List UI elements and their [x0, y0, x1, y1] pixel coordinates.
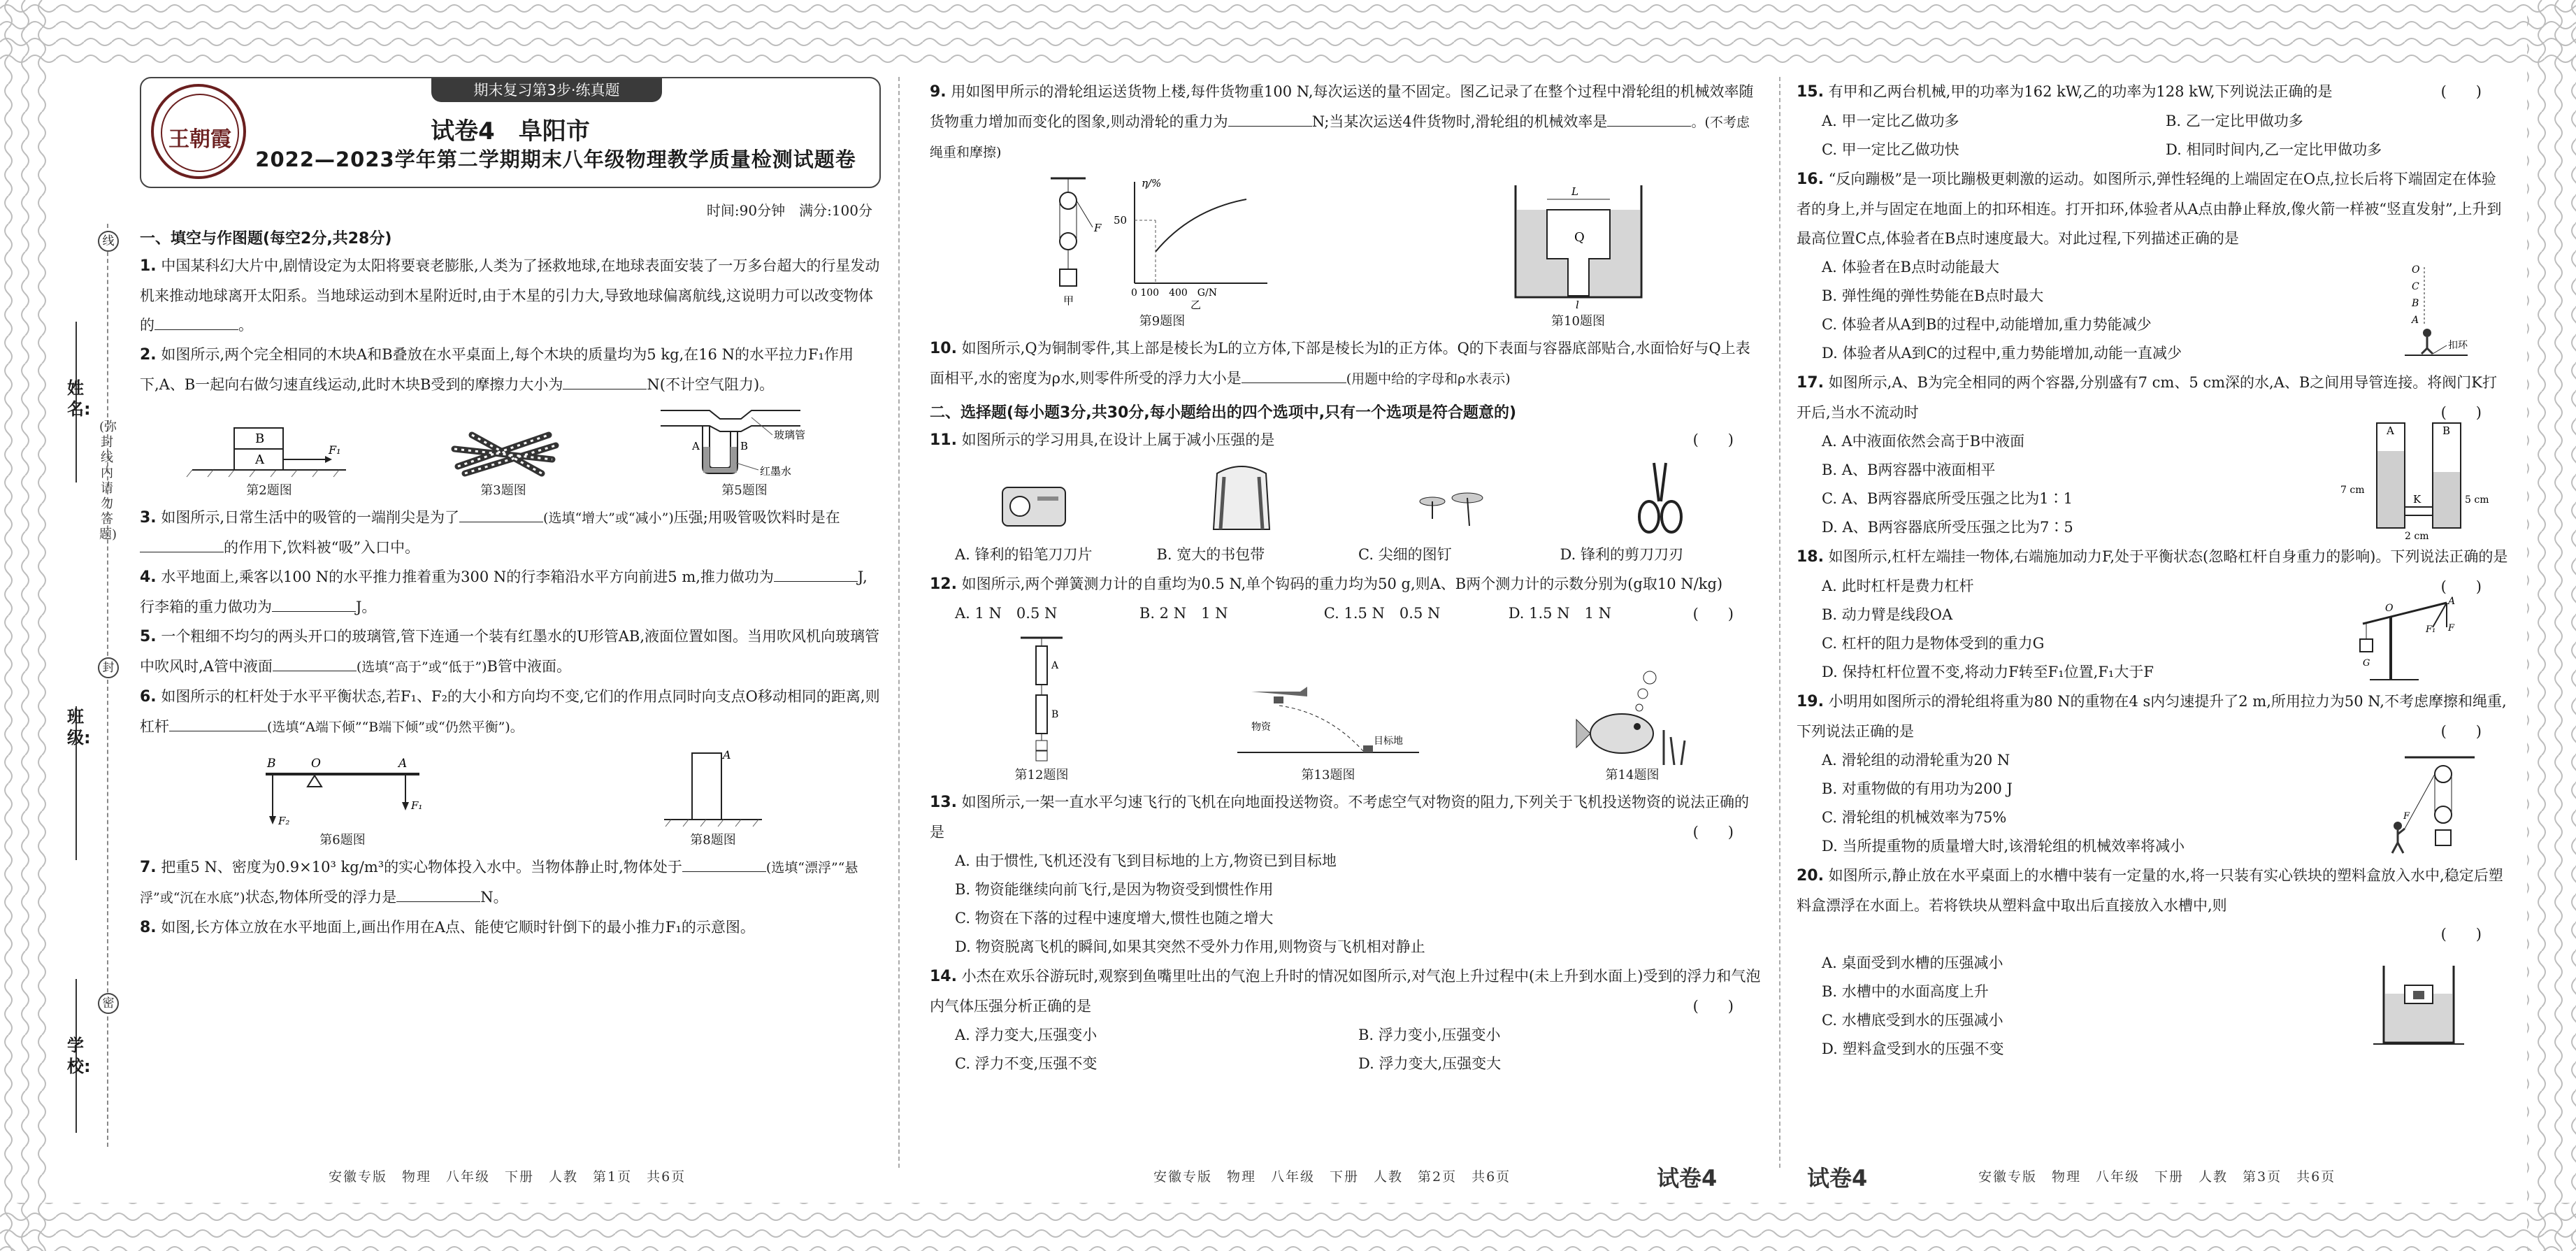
q19-option-a[interactable]: A. 滑轮组的动滑轮重为20 N	[1822, 752, 2010, 769]
q15-option-b[interactable]: B. 乙一定比甲做功多	[2166, 113, 2303, 129]
figure-6	[252, 753, 433, 848]
exam-meta: 时间:90分钟 满分:100分	[706, 202, 872, 219]
question-11: 11. 如图所示的学习用具,在设计上属于减小压强的是 ( )	[930, 431, 1734, 449]
footer-page-3: 安徽专版 物理 八年级 下册 人教 第3页 共6页	[1978, 1169, 2336, 1185]
fig9-eta-label: η/%	[1141, 177, 1161, 190]
figure-12	[1000, 632, 1084, 783]
seal-note: (弥封线内请勿答题)	[99, 420, 117, 542]
q19-option-b[interactable]: B. 对重物做的有用功为200 J	[1822, 780, 2013, 797]
height-2cm: 2 cm	[2405, 531, 2429, 542]
depth-5cm: 5 cm	[2465, 494, 2489, 506]
figure-9	[1037, 171, 1288, 329]
q17-option-c[interactable]: C. A、B两容器底所受压强之比为1∶1	[1822, 490, 2073, 507]
figure-2	[185, 417, 353, 499]
answer-blank[interactable]	[1228, 110, 1312, 127]
svg-text:L: L	[1571, 185, 1578, 198]
pulley-person-diagram	[2377, 752, 2482, 857]
svg-text:Q: Q	[1574, 230, 1585, 245]
class-label: 班级:	[67, 707, 91, 748]
answer-blank[interactable]	[774, 566, 858, 582]
footer-exam-tag-3: 试卷4	[1807, 1165, 1868, 1192]
figure-10-caption: 第10题图	[1551, 314, 1605, 329]
question-18: 18. 如图所示,杠杆左端挂一物体,右端施加动力F,处于平衡状态(忽略杠杆自身重力的影响)。下列说法正确的是 ( )	[1797, 548, 2508, 595]
exam-header	[140, 77, 881, 188]
q16-option-d[interactable]: D. 体验者从A到C的过程中,重力势能增加,动能一直减少	[1822, 345, 2182, 362]
question-3: 3. 如图所示,日常生活中的吸管的一端削尖是为了 (选填“增大”或“减小”)压强;用吸管吸饮料时是在的作用下,饮料被“吸”入口中。	[140, 503, 881, 562]
exam-title: 试卷4 阜阳市	[431, 117, 590, 145]
question-7: 7. 把重5 N、密度为0.9×10³ kg/m³的实心物体投入水中。当物体静止时,物体处于 (选填“漂浮”“悬浮”或“沉在水底”)状态,物体所受的浮力是 N。	[140, 852, 881, 913]
figure-14-caption: 第14题图	[1605, 768, 1660, 782]
q19-option-d[interactable]: D. 当所提重物的质量增大时,该滑轮组的机械效率将减小	[1822, 838, 2185, 855]
figure-row-12-14	[930, 632, 1762, 783]
q14-option-b[interactable]: B. 浮力变小,压强变小	[1358, 1027, 1501, 1043]
figure-2-caption: 第2题图	[246, 483, 292, 498]
figure-row-9-10	[930, 171, 1762, 329]
q13-option-c[interactable]: C. 物资在下落的过程中速度增大,惯性也随之增大	[955, 910, 1274, 927]
column-divider-1	[898, 77, 900, 1168]
q18-option-b[interactable]: B. 动力臂是线段OA	[1822, 606, 1953, 623]
q14-option-c[interactable]: C. 浮力不变,压强不变	[955, 1055, 1098, 1072]
water-tank-diagram	[2370, 959, 2468, 1057]
q14-options	[955, 1021, 1762, 1078]
angled-lever-diagram	[2342, 596, 2468, 687]
answer-blank[interactable]	[459, 506, 543, 522]
svg-text:F₁: F₁	[2426, 624, 2436, 635]
svg-text:A: A	[692, 440, 700, 452]
svg-text:K: K	[2413, 493, 2422, 506]
fig9-yi-label: 乙	[1190, 299, 1201, 311]
figure-8-caption: 第8题图	[690, 833, 736, 848]
scissors-image	[1616, 459, 1699, 536]
svg-text:O: O	[2385, 603, 2394, 614]
q15-option-a[interactable]: A. 甲一定比乙做功多	[1822, 113, 1959, 129]
svg-text:F₁: F₁	[329, 443, 341, 457]
red-ink-label: 红墨水	[760, 465, 792, 478]
answer-blank[interactable]	[169, 715, 267, 731]
fig9-x-ticks: 0 100 400 G/N	[1130, 287, 1217, 299]
q18-option-d[interactable]: D. 保持杠杆位置不变,将动力F转至F₁位置,F₁大于F	[1822, 664, 2154, 680]
q20-option-a[interactable]: A. 桌面受到水槽的压强减小	[1822, 955, 2003, 971]
q20-paren: ( )	[2440, 926, 2482, 943]
q17-option-d[interactable]: D. A、B两容器底所受压强之比为7∶5	[1822, 519, 2073, 536]
answer-blank[interactable]	[272, 596, 356, 612]
logo-text: 王朝霞	[168, 127, 231, 152]
question-6: 6. 如图所示的杠杆处于水平平衡状态,若F₁、F₂的大小和方向均不变,它们的作用点同时向支点O移动相同的距离,则杠杆 (选填“A端下倾”“B端下倾”或“仍然平衡”)。	[140, 688, 880, 735]
q16-option-a[interactable]: A. 体验者在B点时动能最大	[1822, 259, 1999, 276]
svg-text:A: A	[255, 452, 264, 467]
exam-subtitle: 2022—2023学年第二学期期末八年级物理教学质量检测试题卷	[255, 148, 856, 171]
lever-diagram	[252, 753, 433, 830]
svg-text:A: A	[2448, 596, 2456, 607]
glass-tube-label: 玻璃管	[774, 429, 806, 441]
column-divider-2	[1779, 77, 1780, 1168]
seal-mark-seal: 封	[98, 657, 119, 678]
figure-5	[654, 403, 835, 499]
figure-13-caption: 第13题图	[1301, 768, 1355, 782]
question-20: 20. 如图所示,静止放在水平桌面上的水槽中装有一定量的水,将一只装有实心铁块的塑料盒放入水中,稳定后塑料盒漂浮在水面上。若将铁块从塑料盒中取出后直接放入水槽中,则	[1797, 867, 2503, 914]
pencil-sharpener-image	[992, 470, 1076, 536]
svg-text:A: A	[398, 757, 408, 771]
svg-text:B: B	[1051, 709, 1059, 720]
container-part-diagram	[1502, 171, 1655, 311]
airdrop-diagram	[1223, 674, 1433, 765]
q16-option-c[interactable]: C. 体验者从A到B的过程中,动能增加,重力势能减少	[1822, 316, 2152, 333]
name-label: 姓名:	[67, 378, 91, 419]
cuboid-diagram	[657, 746, 769, 830]
question-16-block	[1797, 164, 2510, 368]
reverse-bungee-diagram	[2391, 263, 2482, 368]
question-20-block	[1797, 861, 2510, 1064]
figure-3-caption: 第3题图	[480, 483, 526, 498]
question-17-block	[1797, 368, 2510, 542]
section-2-heading: 二、选择题(每小题3分,共30分,每小题给出的四个选项中,只有一个选项是符合题意的)	[930, 404, 1517, 422]
footer-exam-tag-2: 试卷4	[1657, 1165, 1718, 1192]
q13-option-b[interactable]: B. 物资能继续向前飞行,是因为物资受到惯性作用	[955, 881, 1274, 898]
q11-images	[930, 459, 1762, 536]
u-tube-diagram	[654, 403, 835, 480]
fig9-jia-label: 甲	[1063, 294, 1074, 307]
figure-row-6-8	[140, 746, 881, 848]
svg-text:F₁: F₁	[411, 799, 423, 812]
seal-mark-dense: 密	[98, 993, 119, 1014]
q11-option-d[interactable]: D. 锋利的剪刀刀刃	[1560, 546, 1683, 563]
fish-bubbles-image	[1573, 667, 1692, 765]
answer-blank[interactable]	[682, 856, 766, 872]
question-16: 16. “反向蹦极”是一项比蹦极更刺激的运动。如图所示,弹性轻绳的上端固定在O点,拉长后将下端固定在体验者的身上,并与固定在地面上的扣环相连。打开扣环,体验者从A点由静止释放,像火箭一样被“竖直发射”,上升到最高位置C点,体验者在B点时速度最大。对此过程,下列描述正确的是	[1797, 171, 2502, 247]
q11-option-c[interactable]: C. 尖细的图钉	[1358, 546, 1452, 563]
question-19: 19. 小明用如图所示的滑轮组将重为80 N的重物在4 s内匀速提升了2 m,所用拉力为50 N,不考虑摩擦和绳重,下列说法正确的是 ( )	[1797, 693, 2507, 740]
goods-label: 物资	[1251, 722, 1271, 733]
clasp-label: 扣环	[2448, 340, 2468, 351]
svg-text:B: B	[255, 431, 265, 446]
question-14: 14. 小杰在欢乐谷游玩时,观察到鱼嘴里吐出的气泡上升时的情况如图所示,对气泡上升过程中(未上升到水面上)受到的浮力和气泡内气体压强分析正确的是 ( )	[930, 968, 1761, 1015]
q12-option-d[interactable]: D. 1.5 N 1 N	[1508, 605, 1612, 622]
svg-text:G: G	[2363, 658, 2370, 669]
figure-12-caption: 第12题图	[1014, 768, 1069, 782]
question-9: 9. 用如图甲所示的滑轮组运送货物上楼,每件货物重100 N,每次运送的量不固定。图乙记录了在整个过程中滑轮组的机械效率随货物重力增加而变化的图象,则动滑轮的重力为 N;当某次运送4件货物时,滑轮组的机械效率是 。(不考虑绳重和摩擦)	[930, 83, 1754, 160]
svg-text:O: O	[311, 757, 321, 771]
question-19-block	[1797, 687, 2510, 861]
question-18-block	[1797, 542, 2510, 687]
spring-scales-diagram	[1000, 632, 1084, 765]
svg-text:B: B	[2412, 298, 2419, 309]
q15-options	[1822, 107, 2510, 164]
q17-option-b[interactable]: B. A、B两容器中液面相平	[1822, 462, 1996, 478]
q19-option-c[interactable]: C. 滑轮组的机械效率为75%	[1822, 809, 2007, 826]
svg-text:B: B	[267, 757, 276, 771]
svg-text:B: B	[2442, 424, 2451, 437]
q11-option-a[interactable]: A. 锋利的铅笔刀刀片	[955, 546, 1093, 563]
answer-blank[interactable]	[154, 314, 238, 330]
straws-drawing	[444, 417, 563, 480]
question-4: 4. 水平地面上,乘客以100 N的水平推力推着重为300 N的行李箱沿水平方向前进5 m,推力做功为 J,行李箱的重力做功为 J。	[140, 562, 881, 622]
q18-option-a[interactable]: A. 此时杠杆是费力杠杆	[1822, 578, 1974, 594]
figure-8	[657, 746, 769, 848]
answer-blank[interactable]	[1607, 110, 1691, 127]
q15-option-d[interactable]: D. 相同时间内,乙一定比甲做功多	[2166, 141, 2382, 158]
svg-text:C: C	[2412, 281, 2419, 292]
figure-14	[1573, 667, 1692, 783]
seal-mark-line: 线	[98, 231, 119, 252]
figure-10	[1502, 171, 1655, 329]
question-15: 15. 有甲和乙两台机械,甲的功率为162 kW,乙的功率为128 kW,下列说法正确的是 ( )	[1797, 83, 2482, 101]
svg-text:A: A	[2387, 424, 2394, 437]
question-8: 8. 如图,长方体立放在水平地面上,画出作用在A点、能使它顺时针倒下的最小推力F₁的示意图。	[140, 919, 755, 936]
page-column-1	[140, 77, 881, 1203]
q13-options	[930, 847, 1762, 962]
q13-option-a[interactable]: A. 由于惯性,飞机还没有飞到目标地的上方,物资已到目标地	[955, 852, 1337, 869]
review-step-tag: 期末复习第3步·练真题	[431, 78, 662, 102]
figure-13	[1223, 674, 1433, 783]
svg-text:F: F	[1093, 222, 1101, 234]
footer-page-2: 安徽专版 物理 八年级 下册 人教 第2页 共6页	[1153, 1169, 1511, 1185]
q20-option-c[interactable]: C. 水槽底受到水的压强减小	[1822, 1012, 2003, 1029]
svg-text:F: F	[2448, 623, 2455, 634]
figure-5-caption: 第5题图	[721, 483, 768, 498]
depth-7cm: 7 cm	[2340, 485, 2365, 496]
svg-text:A: A	[723, 748, 731, 762]
svg-text:B: B	[740, 440, 749, 452]
thumbtack-image	[1408, 470, 1492, 536]
section-1-heading: 一、填空与作图题(每空2分,共28分)	[140, 230, 392, 248]
svg-text:F₂: F₂	[278, 815, 290, 827]
school-label: 学校:	[67, 1036, 91, 1076]
figure-3	[444, 417, 563, 499]
q20-option-d[interactable]: D. 塑料盒受到水的压强不变	[1822, 1041, 2004, 1057]
answer-blank[interactable]	[396, 886, 480, 902]
question-5: 5. 一个粗细不均匀的两头开口的玻璃管,管下连通一个装有红墨水的U形管AB,液面位置如图。当用吹风机向玻璃管中吹风时,A管中液面 (选填“高于”或“低于”)B管中液面。	[140, 628, 880, 675]
svg-text:A: A	[2412, 315, 2419, 326]
question-1: 1. 中国某科幻大片中,剧情设定为太阳将要衰老膨胀,人类为了拯救地球,在地球表面安装了一万多台超大的行星发动机来推动地球离开太阳系。当地球运动到木星附近时,由于木星的引力大,导致地球偏离航线,这说明力可以改变物体的 。	[140, 257, 880, 334]
q12-options	[955, 599, 1693, 628]
page-column-3	[1797, 77, 2510, 1203]
svg-text:l: l	[1575, 299, 1579, 311]
target-label: 目标地	[1374, 736, 1403, 747]
answer-blank[interactable]	[1242, 367, 1346, 383]
svg-text:O: O	[2412, 264, 2420, 276]
answer-blank[interactable]	[140, 536, 224, 552]
q12-option-b[interactable]: B. 2 N 1 N	[1139, 605, 1228, 622]
question-12: 12. 如图所示,两个弹簧测力计的自重均为0.5 N,单个钩码的重力均为50 g,则A、B两个测力计的示数分别为(g取10 N/kg) ( )	[930, 576, 1734, 622]
q14-option-a[interactable]: A. 浮力变大,压强变小	[955, 1027, 1098, 1043]
footer-page-1: 安徽专版 物理 八年级 下册 人教 第1页 共6页	[329, 1169, 686, 1185]
q14-option-d[interactable]: D. 浮力变大,压强变大	[1358, 1055, 1502, 1072]
svg-text:A: A	[1051, 660, 1059, 671]
figure-9-caption: 第9题图	[1139, 314, 1186, 329]
q13-option-d[interactable]: D. 物资脱离飞机的瞬间,如果其突然不受外力作用,则物资与飞机相对静止	[955, 938, 1425, 955]
page-column-2	[930, 77, 1762, 1203]
q20-option-b[interactable]: B. 水槽中的水面高度上升	[1822, 983, 1989, 1000]
connected-containers-diagram	[2335, 416, 2503, 542]
stacked-blocks-diagram	[185, 417, 353, 480]
question-2: 2. 如图所示,两个完全相同的木块A和B叠放在水平桌面上,每个木块的质量均为5 kg,在16 N的水平拉力F₁作用下,A、B一起向右做匀速直线运动,此时木块B受到的摩擦力大小为 N(不计空气阻力)。	[140, 346, 854, 393]
fig9-50-label: 50	[1113, 214, 1127, 227]
answer-blank[interactable]	[273, 655, 357, 671]
question-13: 13. 如图所示,一架一直水平匀速飞行的飞机在向地面投送物资。不考虑空气对物资的阻力,下列关于飞机投送物资的说法正确的是 ( )	[930, 794, 1750, 841]
q18-option-c[interactable]: C. 杠杆的阻力是物体受到的重力G	[1822, 635, 2045, 652]
question-17: 17. 如图所示,A、B为完全相同的两个容器,分别盛有7 cm、5 cm深的水,A、B之间用导管连接。将阀门K打开后,当水不流动时 ( )	[1797, 374, 2497, 421]
q12-option-a[interactable]: A. 1 N 0.5 N	[955, 605, 1058, 622]
figure-6-caption: 第6题图	[319, 833, 366, 848]
q12-option-c[interactable]: C. 1.5 N 0.5 N	[1323, 605, 1441, 622]
backpack-image	[1200, 459, 1283, 536]
pulley-efficiency-diagram	[1037, 171, 1288, 311]
q15-option-c[interactable]: C. 甲一定比乙做功快	[1822, 141, 1959, 158]
answer-blank[interactable]	[563, 373, 647, 389]
q17-option-a[interactable]: A. A中液面依然会高于B中液面	[1822, 433, 2025, 450]
q11-options	[955, 541, 1762, 569]
figure-row-2-3-5	[140, 403, 881, 499]
svg-text:F: F	[2403, 811, 2410, 822]
question-10: 10. 如图所示,Q为铜制零件,其上部是棱长为L的立方体,下部是棱长为l的正方体。Q的下表面与容器底部贴合,水面恰好与Q上表面相平,水的密度为ρ水,则零件所受的浮力大小是 (用题中给的字母和ρ水表示)	[930, 340, 1750, 387]
q11-option-b[interactable]: B. 宽大的书包带	[1156, 546, 1265, 563]
q16-option-b[interactable]: B. 弹性绳的弹性势能在B点时最大	[1822, 287, 2044, 304]
